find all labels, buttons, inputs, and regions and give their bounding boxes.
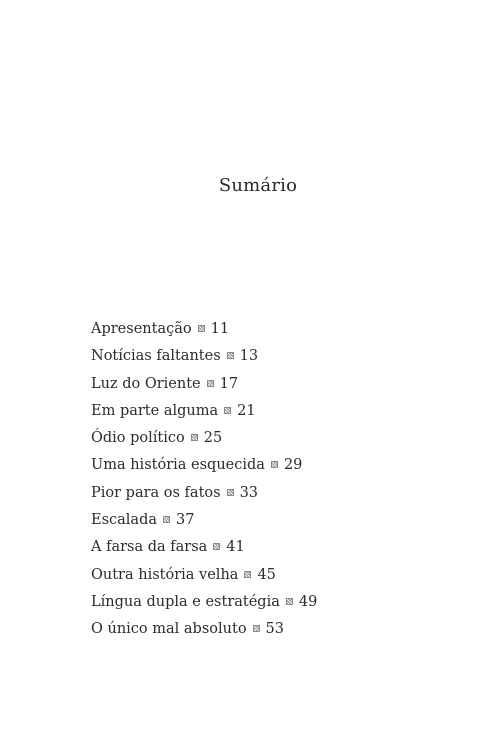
toc-entry-page: 25 [203,430,223,447]
toc-entry [91,374,317,401]
toc-entry-label: Outra história velha [91,566,239,583]
toc-entry-label: Em parte alguma [91,402,219,419]
separator-icon [253,625,260,632]
toc-entry-label: Notícias faltantes [91,348,221,365]
toc-entry-label: Pior para os fatos [91,484,221,501]
toc-entry [91,346,317,373]
separator-icon [191,434,198,441]
toc-entry [91,510,317,537]
page-title: Sumário [218,175,298,196]
toc-entry-page: 33 [239,484,259,501]
toc-entry [91,401,317,428]
toc-entry [91,455,317,482]
separator-icon [163,516,170,523]
separator-icon [207,380,214,387]
separator-icon [271,461,278,468]
toc-entry-page: 29 [283,457,303,474]
separator-icon [213,543,220,550]
toc-entry-label: A farsa da farsa [91,539,208,556]
toc-entry [91,592,317,619]
toc-entry-label: O único mal absoluto [91,621,247,638]
toc-entry [91,565,317,592]
toc-entry-page: 41 [226,539,245,556]
toc-entry-page: 13 [239,348,259,365]
separator-icon [227,352,234,359]
separator-icon [286,598,293,605]
toc-entry [91,428,317,455]
toc-entry-page: 37 [176,512,195,529]
toc-entry-page: 11 [210,321,230,337]
separator-icon [244,571,251,578]
toc-entry-label: Ódio político [91,430,185,447]
toc-entry-page: 45 [257,566,276,583]
toc-entry-label: Luz do Oriente [91,375,201,392]
toc-entry-label: Escalada [91,512,158,529]
toc-entry-page: 49 [298,593,318,610]
table-of-contents [91,319,317,647]
toc-entry [91,619,317,646]
toc-entry [91,537,317,564]
toc-entry-page: 21 [237,402,256,419]
toc-entry [91,319,317,346]
toc-entry-label: Uma história esquecida [91,457,265,474]
toc-entry-label: Apresentação [91,321,192,337]
toc-entry-label: Língua dupla e estratégia [91,593,280,610]
toc-entry-page: 53 [265,621,284,638]
toc-entry-page: 17 [219,375,239,392]
separator-icon [227,489,234,496]
separator-icon [198,325,205,332]
separator-icon [224,407,231,414]
toc-entry [91,483,317,510]
